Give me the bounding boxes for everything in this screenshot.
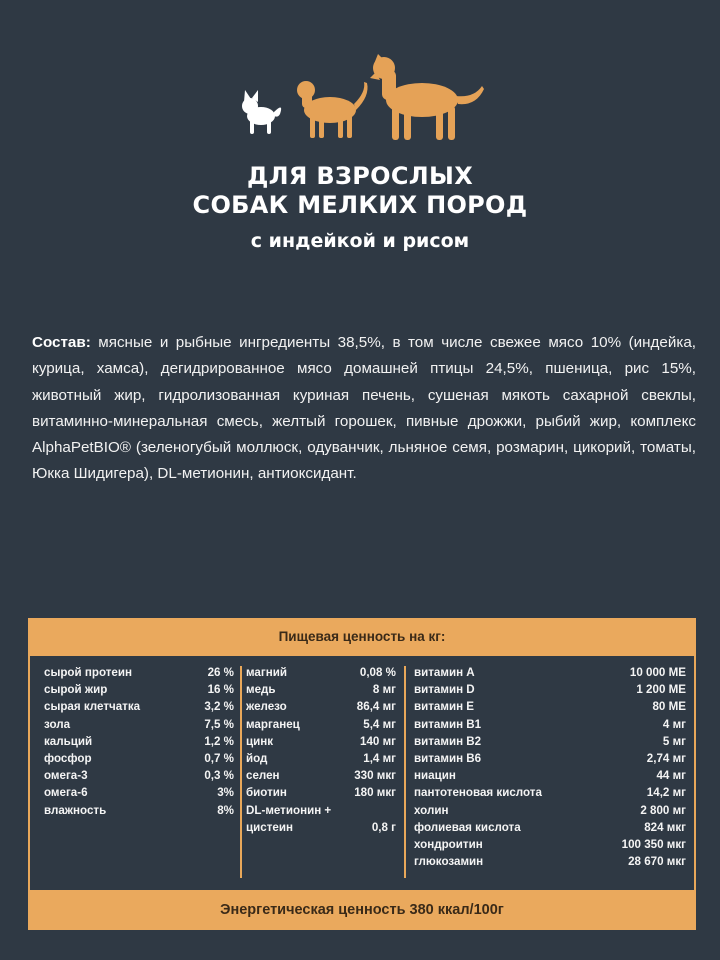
nutrient-value: 2,74 мг: [646, 751, 686, 765]
nutrient-name: марганец: [246, 717, 300, 731]
nutrient-name: пантотеновая кислота: [414, 786, 542, 800]
nutrient-value: 1,4 мг: [363, 751, 396, 765]
energy-value: Энергетическая ценность 380 ккал/100г: [28, 890, 696, 930]
nutrient-name: цистеин: [246, 820, 293, 834]
large-dog-icon: [370, 54, 484, 140]
nutrient-name: магний: [246, 666, 287, 679]
nutrition-columns: [40, 664, 684, 880]
nutrient-name: омега-6: [44, 786, 88, 800]
nutrient-value: 16 %: [207, 683, 234, 697]
nutrient-value: 28 670 мкг: [628, 855, 686, 869]
nutrient-name: витамин D: [414, 683, 475, 697]
nutrient-name: витамин Е: [414, 700, 475, 714]
nutrient-name: ниацин: [414, 769, 456, 783]
nutrient-value: 14,2 мг: [646, 786, 686, 800]
nutrient-value: 7,5 %: [204, 717, 234, 731]
nutrient-value: 8%: [217, 803, 234, 817]
small-dog-icon: [242, 90, 281, 134]
nutrient-name: биотин: [246, 786, 287, 800]
nutrient-row: [414, 733, 686, 750]
nutrient-name: фосфор: [44, 751, 92, 765]
nutrient-name: сырой протеин: [44, 666, 132, 679]
medium-dog-icon: [297, 81, 368, 138]
nutrient-value: 4 мг: [662, 717, 686, 731]
nutrient-row: [414, 802, 686, 819]
nutrient-row: [246, 698, 396, 715]
nutrient-value: 3%: [217, 786, 234, 800]
composition-text: [32, 330, 696, 488]
nutrient-row: [414, 836, 686, 853]
nutrition-column-2: [246, 664, 396, 836]
nutrient-name: омега-3: [44, 769, 88, 783]
nutrition-column-3: [414, 664, 686, 870]
nutrient-value: 86,4 мг: [356, 700, 396, 714]
nutrient-name: кальций: [44, 734, 93, 748]
nutrient-name: йод: [246, 751, 268, 765]
nutrient-name: сырая клетчатка: [44, 700, 141, 714]
nutrient-name: медь: [246, 683, 276, 697]
composition-body: мясные и рыбные ингредиенты 38,5%, в том числе свежее мясо 10% (индейка, курица, хамса), дегидрированное мясо домашней птицы 24,5%, пшеница, рис 15%, животный жир, гидролизованная куриная печень, сушеная мякоть сахарной свеклы, витаминно-минеральная смесь, желтый горошек, пивные дрожжи, рыбий жир, комплекс AlphaPetBIO® (зеленогубый моллюск, одуванчик, льняное семя, розмарин, цикорий, томаты, Юкка Шидигера), DL-метионин, антиоксидант.: [32, 334, 696, 483]
nutrient-row: [44, 698, 234, 715]
nutrient-row: [246, 767, 396, 784]
nutrient-row: [414, 664, 686, 681]
nutrient-value: 80 МЕ: [652, 700, 686, 714]
nutrient-row: [414, 784, 686, 801]
nutrient-value: 10 000 МЕ: [629, 666, 686, 679]
nutrient-name: фолиевая кислота: [414, 820, 521, 834]
nutrient-value: 26 %: [207, 666, 234, 679]
nutrient-row: [414, 767, 686, 784]
nutrient-row: [246, 819, 396, 836]
nutrient-row: [246, 681, 396, 698]
nutrient-value: 5 мг: [662, 734, 686, 748]
nutrient-value: 180 мкг: [354, 786, 396, 800]
nutrient-name: витамин В6: [414, 751, 482, 765]
dogs-illustration: [236, 52, 486, 144]
nutrient-row: [246, 716, 396, 733]
column-divider: [240, 666, 242, 878]
nutrient-row: [414, 750, 686, 767]
composition-label: Состав:: [32, 334, 91, 351]
title-line-2: СОБАК МЕЛКИХ ПОРОД: [192, 191, 528, 219]
nutrition-column-1: [44, 664, 234, 819]
nutrient-value: 0,08 %: [359, 666, 396, 679]
nutrient-value: 3,2 %: [204, 700, 234, 714]
nutrient-value: 824 мкг: [644, 820, 686, 834]
nutrient-row: [44, 802, 234, 819]
nutrient-name: зола: [44, 717, 71, 731]
nutrient-row: [44, 664, 234, 681]
nutrition-title: Пищевая ценность на кг:: [28, 618, 696, 656]
nutrient-value: 2 800 мг: [640, 803, 686, 817]
nutrient-row: [414, 681, 686, 698]
nutrient-name: витамин В1: [414, 717, 482, 731]
nutrient-row: [414, 819, 686, 836]
nutrient-row: [246, 750, 396, 767]
nutrient-name: DL-метионин +: [246, 803, 332, 817]
nutrient-name: селен: [246, 769, 280, 783]
nutrient-row: [44, 784, 234, 801]
nutrient-value: 0,8 г: [371, 820, 396, 834]
nutrient-row: [414, 698, 686, 715]
nutrient-value: 330 мкг: [354, 769, 396, 783]
nutrient-row: [246, 664, 396, 681]
nutrient-value: 0,3 %: [204, 769, 234, 783]
subtitle: с индейкой и рисом: [250, 230, 470, 252]
nutrient-name: железо: [246, 700, 287, 714]
nutrient-name: влажность: [44, 803, 107, 817]
nutrient-row: [414, 853, 686, 870]
nutrient-value: 1 200 МЕ: [636, 683, 686, 697]
nutrient-name: витамин А: [414, 666, 475, 679]
nutrient-value: 100 350 мкг: [621, 837, 686, 851]
nutrient-value: 140 мг: [360, 734, 396, 748]
nutrient-row: [44, 681, 234, 698]
title-line-1: ДЛЯ ВЗРОСЛЫХ: [247, 162, 473, 190]
nutrition-table: [28, 618, 696, 930]
nutrient-row: [246, 784, 396, 801]
nutrient-name: глюкозамин: [414, 855, 484, 869]
nutrient-name: витамин В2: [414, 734, 482, 748]
nutrient-row: [44, 750, 234, 767]
nutrient-value: 44 мг: [656, 769, 686, 783]
nutrient-row: [44, 767, 234, 784]
nutrient-row: [44, 716, 234, 733]
nutrient-row: [246, 733, 396, 750]
nutrient-value: 5,4 мг: [363, 717, 396, 731]
nutrient-name: хондроитин: [414, 837, 483, 851]
nutrient-value: 8 мг: [372, 683, 396, 697]
column-divider: [404, 666, 406, 878]
nutrient-name: холин: [414, 803, 449, 817]
nutrient-value: 0,7 %: [204, 751, 234, 765]
nutrient-row: [414, 716, 686, 733]
nutrient-name: сырой жир: [44, 683, 108, 697]
nutrient-name: цинк: [246, 734, 274, 748]
nutrient-value: 1,2 %: [204, 734, 234, 748]
nutrient-row: [44, 733, 234, 750]
nutrient-row: [246, 802, 396, 819]
